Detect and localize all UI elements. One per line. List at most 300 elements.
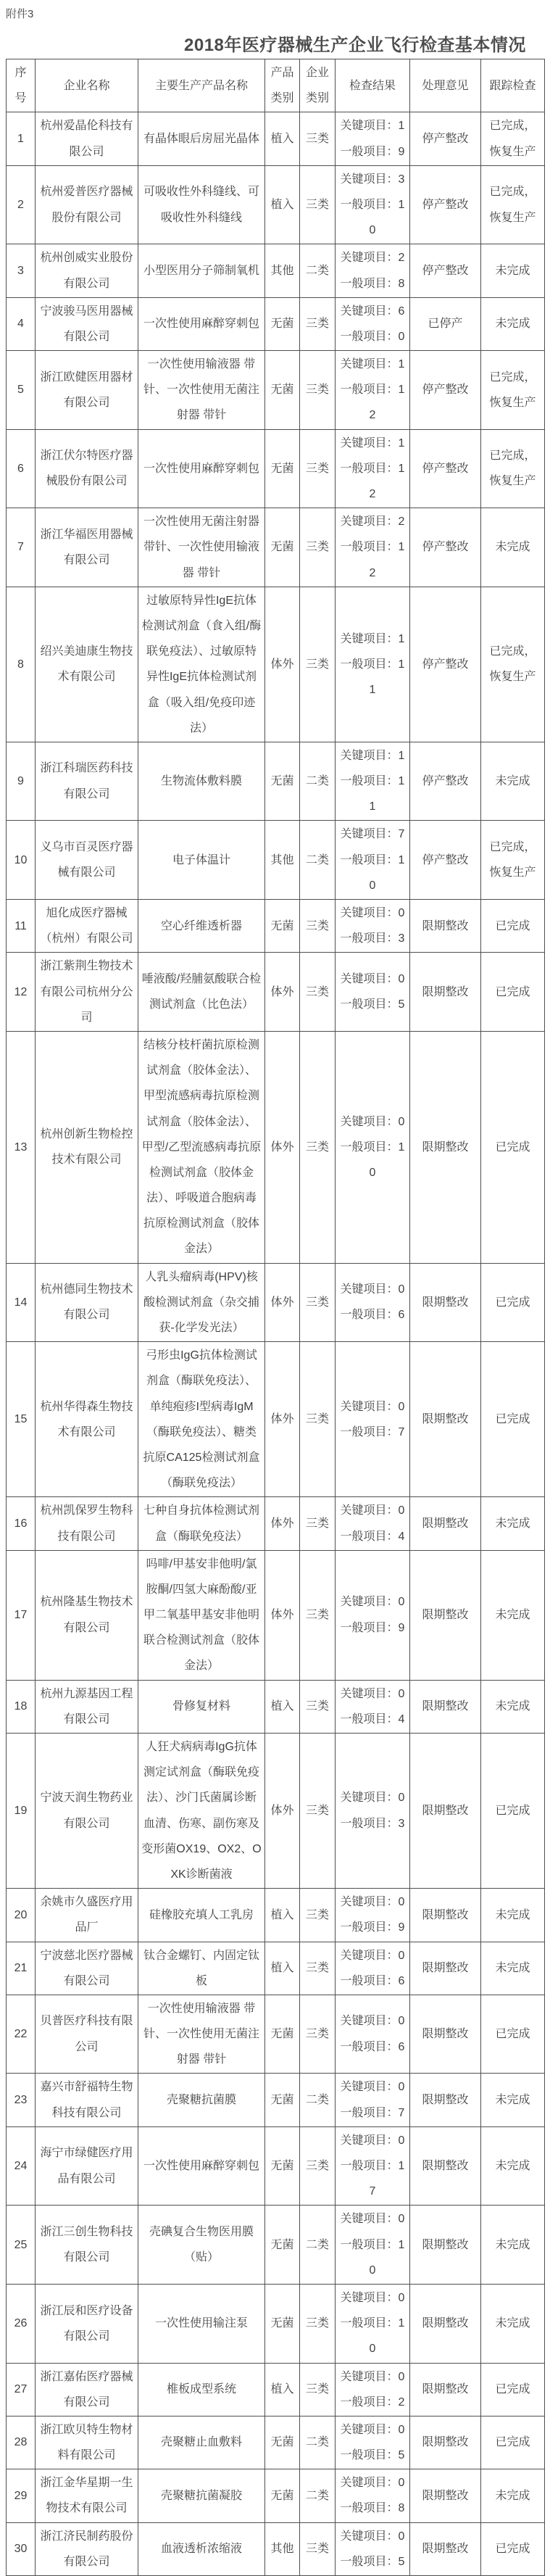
result-key-items: 关键项目：0: [340, 907, 405, 919]
cell-result: [336, 244, 410, 297]
cell-no: 25: [7, 2206, 36, 2285]
cell-opinion: 限期整改: [410, 1889, 481, 1942]
result-general-items: 一般项目：11: [340, 775, 405, 813]
result-general-items: 一般项目：0: [340, 330, 405, 343]
cell-follow-up: 未完成: [481, 2206, 545, 2285]
cell-no: 9: [7, 742, 36, 821]
cell-result: [336, 1680, 410, 1733]
cell-result: [336, 297, 410, 350]
cell-product-category: 体外: [265, 1550, 300, 1680]
result-general-items: 一般项目：12: [340, 541, 405, 579]
cell-result: [336, 1550, 410, 1680]
result-key-items: 关键项目：0: [340, 1115, 405, 1128]
cell-product: 壳聚糖抗菌凝胶: [138, 2469, 265, 2522]
cell-product: 结核分枝杆菌抗原检测试剂盒（胶体金法）、甲型流感病毒抗原检测试剂盒（胶体金法）、甲型/乙型流感病毒抗原检测试剂盒（胶体金法）、呼吸道合胞病毒抗原检测试剂盒（胶体金法）: [138, 1031, 265, 1263]
cell-product: 硅橡胶充填人工乳房: [138, 1889, 265, 1942]
result-key-items: 关键项目：1: [340, 632, 405, 645]
cell-opinion: 停产整改: [410, 587, 481, 742]
header-cell-col-result: 检查结果: [336, 59, 410, 112]
cell-no: 19: [7, 1734, 36, 1889]
cell-opinion: 限期整改: [410, 1734, 481, 1889]
cell-product-category: 无菌: [265, 508, 300, 587]
result-key-items: 关键项目：0: [340, 2213, 405, 2226]
cell-enterprise-category: 三类: [300, 1734, 336, 1889]
table-row: [7, 2469, 545, 2522]
table-row: [7, 2074, 545, 2126]
result-general-items: 一般项目：6: [340, 1309, 405, 1322]
cell-enterprise-category: 三类: [300, 900, 336, 953]
cell-result: [336, 508, 410, 587]
cell-result: [336, 351, 410, 430]
cell-product: 七种自身抗体检测试剂盒（酶联免疫法）: [138, 1497, 265, 1550]
cell-company: 杭州德同生物技术有限公司: [36, 1263, 138, 1342]
header-cell-col-opinion: 处理意见: [410, 59, 481, 112]
cell-follow-up: 已完成: [481, 900, 545, 953]
table-row: [7, 1995, 545, 2074]
cell-product-category: 无菌: [265, 2206, 300, 2285]
cell-product-category: 植入: [265, 2363, 300, 2416]
cell-enterprise-category: 三类: [300, 2284, 336, 2363]
cell-enterprise-category: 三类: [300, 429, 336, 508]
cell-opinion: 限期整改: [410, 1497, 481, 1550]
cell-no: 6: [7, 429, 36, 508]
cell-follow-up: 未完成: [481, 1497, 545, 1550]
cell-result: [336, 1734, 410, 1889]
cell-company: 杭州爱晶伦科技有限公司: [36, 112, 138, 165]
cell-enterprise-category: 二类: [300, 2469, 336, 2522]
result-key-items: 关键项目：0: [340, 2291, 405, 2304]
cell-company: 浙江华福医用器械有限公司: [36, 508, 138, 587]
cell-company: 浙江科瑞医药科技有限公司: [36, 742, 138, 821]
result-key-items: 关键项目：0: [340, 2015, 405, 2028]
result-general-items: 一般项目：9: [340, 145, 405, 158]
cell-enterprise-category: 三类: [300, 508, 336, 587]
cell-opinion: 停产整改: [410, 508, 481, 587]
cell-opinion: 限期整改: [410, 1342, 481, 1497]
cell-product-category: 体外: [265, 587, 300, 742]
table-row: [7, 244, 545, 297]
result-general-items: 一般项目：3: [340, 1817, 405, 1830]
cell-company: 宁波骏马医用器械有限公司: [36, 297, 138, 350]
table-row: [7, 587, 545, 742]
cell-follow-up: 已完成，恢复生产: [481, 821, 545, 900]
cell-company: 浙江欧健医用器材有限公司: [36, 351, 138, 430]
result-general-items: 一般项目：7: [340, 2106, 405, 2119]
cell-enterprise-category: 三类: [300, 587, 336, 742]
cell-result: [336, 165, 410, 244]
result-general-items: 一般项目：4: [340, 1530, 405, 1543]
result-key-items: 关键项目：1: [340, 749, 405, 762]
result-general-items: 一般项目：2: [340, 2395, 405, 2409]
table-body: [7, 112, 545, 2576]
table-row: [7, 953, 545, 1032]
cell-follow-up: 未完成: [481, 244, 545, 297]
cell-product-category: 植入: [265, 1680, 300, 1733]
cell-opinion: 限期整改: [410, 1263, 481, 1342]
attachment-label: 附件3: [6, 8, 34, 20]
table-row: [7, 1031, 545, 1263]
cell-no: 29: [7, 2469, 36, 2522]
table-row: [7, 429, 545, 508]
cell-company: 浙江紫荆生物技术有限公司杭州分公司: [36, 953, 138, 1032]
cell-follow-up: 已完成: [481, 1342, 545, 1497]
cell-product-category: 无菌: [265, 742, 300, 821]
inspection-table: [6, 59, 545, 2576]
cell-opinion: 限期整改: [410, 2206, 481, 2285]
result-key-items: 关键项目：2: [340, 252, 405, 265]
result-key-items: 关键项目：1: [340, 436, 405, 450]
cell-product-category: 无菌: [265, 351, 300, 430]
cell-company: 宁波慈北医疗器械有限公司: [36, 1942, 138, 1995]
result-key-items: 关键项目：0: [340, 2530, 405, 2543]
cell-product: 骨修复材料: [138, 1680, 265, 1733]
cell-no: 20: [7, 1889, 36, 1942]
cell-product-category: 无菌: [265, 297, 300, 350]
cell-enterprise-category: 二类: [300, 821, 336, 900]
result-key-items: 关键项目：0: [340, 2134, 405, 2147]
result-general-items: 一般项目：10: [340, 198, 405, 237]
cell-follow-up: 已完成: [481, 1031, 545, 1263]
cell-product-category: 植入: [265, 112, 300, 165]
result-key-items: 关键项目：7: [340, 828, 405, 841]
result-general-items: 一般项目：6: [340, 2040, 405, 2053]
table-row: [7, 112, 545, 165]
cell-enterprise-category: 三类: [300, 1942, 336, 1995]
cell-opinion: 限期整改: [410, 1031, 481, 1263]
cell-product: 唾液酸/羟脯氨酸联合检测试剂盒（比色法）: [138, 953, 265, 1032]
table-row: [7, 297, 545, 350]
cell-opinion: 停产整改: [410, 429, 481, 508]
cell-no: 26: [7, 2284, 36, 2363]
cell-opinion: 限期整改: [410, 953, 481, 1032]
cell-no: 8: [7, 587, 36, 742]
cell-follow-up: 已完成，恢复生产: [481, 112, 545, 165]
cell-result: [336, 1942, 410, 1995]
cell-enterprise-category: 三类: [300, 953, 336, 1032]
result-general-items: 一般项目：12: [340, 462, 405, 500]
cell-company: 浙江济民制药股份有限公司: [36, 2522, 138, 2575]
cell-result: [336, 1995, 410, 2074]
cell-product: 一次性使用麻醉穿刺包: [138, 2126, 265, 2206]
cell-enterprise-category: 三类: [300, 2522, 336, 2575]
cell-follow-up: 已完成: [481, 953, 545, 1032]
cell-opinion: 限期整改: [410, 2363, 481, 2416]
table-row: [7, 1342, 545, 1497]
result-key-items: 关键项目：1: [340, 120, 405, 133]
cell-enterprise-category: 三类: [300, 1680, 336, 1733]
cell-no: 16: [7, 1497, 36, 1550]
cell-company: 浙江欧贝特生物材料有限公司: [36, 2416, 138, 2469]
cell-company: 宁波天润生物药业有限公司: [36, 1734, 138, 1889]
cell-enterprise-category: 二类: [300, 2206, 336, 2285]
table-header-row: [7, 59, 545, 112]
cell-opinion: 限期整改: [410, 2284, 481, 2363]
cell-follow-up: 未完成: [481, 1550, 545, 1680]
cell-follow-up: 未完成: [481, 2126, 545, 2206]
result-general-items: 一般项目：8: [340, 2502, 405, 2515]
cell-product-category: 无菌: [265, 2074, 300, 2126]
cell-enterprise-category: 三类: [300, 351, 336, 430]
cell-follow-up: 已完成: [481, 1995, 545, 2074]
table-row: [7, 1734, 545, 1889]
cell-follow-up: 已完成，恢复生产: [481, 165, 545, 244]
cell-no: 30: [7, 2522, 36, 2575]
cell-product-category: 体外: [265, 1497, 300, 1550]
cell-product: 空心纤维透析器: [138, 900, 265, 953]
cell-product: 壳聚糖抗菌膜: [138, 2074, 265, 2126]
cell-no: 23: [7, 2074, 36, 2126]
cell-product: 一次性使用麻醉穿刺包: [138, 297, 265, 350]
cell-result: [336, 429, 410, 508]
cell-enterprise-category: 三类: [300, 2363, 336, 2416]
cell-result: [336, 742, 410, 821]
result-key-items: 关键项目：0: [340, 2477, 405, 2490]
result-general-items: 一般项目：5: [340, 998, 405, 1011]
result-general-items: 一般项目：9: [340, 1921, 405, 1934]
cell-result: [336, 2284, 410, 2363]
cell-product-category: 无菌: [265, 900, 300, 953]
result-general-items: 一般项目：17: [340, 2160, 405, 2198]
cell-enterprise-category: 三类: [300, 1889, 336, 1942]
cell-product-category: 体外: [265, 1734, 300, 1889]
cell-result: [336, 112, 410, 165]
cell-product: 一次性使用麻醉穿刺包: [138, 429, 265, 508]
result-key-items: 关键项目：0: [340, 1896, 405, 1909]
header-cell-col-product-category: 产品类别: [265, 59, 300, 112]
table-row: [7, 2206, 545, 2285]
cell-product: 血液透析浓缩液: [138, 2522, 265, 2575]
cell-opinion: 停产整改: [410, 742, 481, 821]
result-general-items: 一般项目：5: [340, 2555, 405, 2568]
cell-company: 杭州爱普医疗器械股份有限公司: [36, 165, 138, 244]
cell-product: 椎板成型系统: [138, 2363, 265, 2416]
page-title: 2018年医疗器械生产企业飞行检查基本情况: [184, 36, 526, 55]
cell-no: 3: [7, 244, 36, 297]
cell-follow-up: 已完成，恢复生产: [481, 587, 545, 742]
cell-follow-up: 已完成，恢复生产: [481, 429, 545, 508]
cell-enterprise-category: 二类: [300, 742, 336, 821]
cell-company: 浙江伏尔特医疗器械股份有限公司: [36, 429, 138, 508]
table-row: [7, 900, 545, 953]
result-general-items: 一般项目：10: [340, 853, 405, 892]
cell-opinion: 限期整改: [410, 1942, 481, 1995]
cell-result: [336, 1031, 410, 1263]
cell-product: 人狂犬病病毒IgG抗体测定试剂盒（酶联免疫法）、沙门氏菌属诊断血清、伤寒、副伤寒及变形菌OX19、OX2、OXK诊断菌液: [138, 1734, 265, 1889]
result-key-items: 关键项目：1: [340, 358, 405, 371]
cell-follow-up: 已完成: [481, 1263, 545, 1342]
cell-enterprise-category: 三类: [300, 1342, 336, 1497]
cell-follow-up: 未完成: [481, 1942, 545, 1995]
cell-enterprise-category: 三类: [300, 1995, 336, 2074]
result-general-items: 一般项目：6: [340, 1974, 405, 1987]
cell-product-category: 无菌: [265, 2284, 300, 2363]
cell-enterprise-category: 三类: [300, 1550, 336, 1680]
table-row: [7, 2522, 545, 2575]
result-key-items: 关键项目：0: [340, 1949, 405, 1962]
cell-product: 钛合金螺钉、内固定钛板: [138, 1942, 265, 1995]
result-general-items: 一般项目：5: [340, 2449, 405, 2462]
cell-product-category: 无菌: [265, 2126, 300, 2206]
cell-product-category: 无菌: [265, 429, 300, 508]
cell-product-category: 其他: [265, 2522, 300, 2575]
cell-opinion: 限期整改: [410, 2074, 481, 2126]
cell-product-category: 植入: [265, 1889, 300, 1942]
cell-enterprise-category: 三类: [300, 2126, 336, 2206]
cell-company: 浙江辰和医疗设备有限公司: [36, 2284, 138, 2363]
cell-opinion: 限期整改: [410, 1680, 481, 1733]
result-general-items: 一般项目：8: [340, 277, 405, 290]
cell-company: 海宁市绿健医疗用品有限公司: [36, 2126, 138, 2206]
cell-product-category: 植入: [265, 165, 300, 244]
cell-no: 10: [7, 821, 36, 900]
table-row: [7, 1263, 545, 1342]
table-row: [7, 2363, 545, 2416]
cell-company: 旭化成医疗器械（杭州）有限公司: [36, 900, 138, 953]
cell-result: [336, 2416, 410, 2469]
cell-result: [336, 2074, 410, 2126]
result-key-items: 关键项目：2: [340, 515, 405, 529]
cell-product-category: 体外: [265, 1263, 300, 1342]
cell-product: 过敏原特异性IgE抗体检测试剂盒（食入组/酶联免疫法）、过敏原特异性IgE抗体检测试剂盒（吸入组/免疫印迹法）: [138, 587, 265, 742]
cell-result: [336, 2206, 410, 2285]
result-key-items: 关键项目：0: [340, 1400, 405, 1413]
cell-product: 弓形虫IgG抗体检测试剂盒（酶联免疫法）、单纯疱疹I型病毒IgM（酶联免疫法）、糖类抗原CA125检测试剂盒（酶联免疫法）: [138, 1342, 265, 1497]
cell-result: [336, 1263, 410, 1342]
result-general-items: 一般项目：7: [340, 1425, 405, 1438]
cell-no: 27: [7, 2363, 36, 2416]
cell-opinion: 限期整改: [410, 2522, 481, 2575]
result-key-items: 关键项目：0: [340, 1504, 405, 1517]
cell-product-category: 植入: [265, 1942, 300, 1995]
cell-product: 可吸收性外科缝线、可吸收性外科缝线: [138, 165, 265, 244]
cell-follow-up: 已完成: [481, 2522, 545, 2575]
cell-product: 有晶体眼后房屈光晶体: [138, 112, 265, 165]
cell-opinion: 停产整改: [410, 112, 481, 165]
header-cell-col-enterprise-category: 企业类别: [300, 59, 336, 112]
cell-no: 7: [7, 508, 36, 587]
result-key-items: 关键项目：6: [340, 305, 405, 318]
cell-opinion: 停产整改: [410, 165, 481, 244]
table-row: [7, 351, 545, 430]
header-cell-col-no: 序号: [7, 59, 36, 112]
cell-product: 小型医用分子筛制氧机: [138, 244, 265, 297]
cell-result: [336, 821, 410, 900]
cell-opinion: 已停产: [410, 297, 481, 350]
cell-product: 一次性使用输注泵: [138, 2284, 265, 2363]
result-general-items: 一般项目：12: [340, 384, 405, 422]
cell-no: 22: [7, 1995, 36, 2074]
cell-follow-up: 未完成: [481, 508, 545, 587]
cell-product-category: 无菌: [265, 1995, 300, 2074]
cell-product: 吗啡/甲基安非他明/氯胺酮/四氢大麻酚酸/亚甲二氧基甲基安非他明联合检测试剂盒（胶体金法）: [138, 1550, 265, 1680]
cell-follow-up: 已完成: [481, 2363, 545, 2416]
cell-opinion: 停产整改: [410, 821, 481, 900]
cell-opinion: 限期整改: [410, 2469, 481, 2522]
cell-follow-up: 未完成: [481, 297, 545, 350]
cell-product-category: 无菌: [265, 2469, 300, 2522]
cell-company: 杭州凯保罗生物科技有限公司: [36, 1497, 138, 1550]
cell-product: 一次性使用输液器 带针、一次性使用无菌注射器 带针: [138, 1995, 265, 2074]
cell-company: 浙江嘉佑医疗器械有限公司: [36, 2363, 138, 2416]
cell-follow-up: 未完成: [481, 2469, 545, 2522]
cell-product: 人乳头瘤病毒(HPV)核酸检测试剂盒（杂交捕获-化学发光法）: [138, 1263, 265, 1342]
result-key-items: 关键项目：0: [340, 1792, 405, 1805]
cell-product-category: 体外: [265, 1342, 300, 1497]
cell-follow-up: 已完成: [481, 1734, 545, 1889]
cell-result: [336, 2363, 410, 2416]
table-row: [7, 2126, 545, 2206]
cell-follow-up: 未完成: [481, 2284, 545, 2363]
cell-product-category: 体外: [265, 1031, 300, 1263]
cell-no: 11: [7, 900, 36, 953]
cell-no: 21: [7, 1942, 36, 1995]
cell-enterprise-category: 三类: [300, 297, 336, 350]
cell-enterprise-category: 三类: [300, 112, 336, 165]
result-key-items: 关键项目：0: [340, 972, 405, 985]
cell-opinion: 停产整改: [410, 244, 481, 297]
cell-no: 4: [7, 297, 36, 350]
result-key-items: 关键项目：0: [340, 2423, 405, 2436]
cell-company: 杭州华得森生物技术有限公司: [36, 1342, 138, 1497]
table-row: [7, 508, 545, 587]
cell-enterprise-category: 二类: [300, 244, 336, 297]
table-row: [7, 742, 545, 821]
cell-company: 贝普医疗科技有限公司: [36, 1995, 138, 2074]
result-key-items: 关键项目：0: [340, 2370, 405, 2383]
cell-company: 杭州创威实业股份有限公司: [36, 244, 138, 297]
table-row: [7, 1889, 545, 1942]
cell-opinion: 限期整改: [410, 900, 481, 953]
result-general-items: 一般项目：10: [340, 2238, 405, 2277]
table-row: [7, 1680, 545, 1733]
result-general-items: 一般项目：10: [340, 1140, 405, 1179]
cell-company: 绍兴美迪康生物技术有限公司: [36, 587, 138, 742]
result-general-items: 一般项目：10: [340, 2317, 405, 2356]
cell-company: 嘉兴市舒福特生物科技有限公司: [36, 2074, 138, 2126]
cell-company: 杭州创新生物检控技术有限公司: [36, 1031, 138, 1263]
cell-no: 18: [7, 1680, 36, 1733]
cell-product: 壳碘复合生物医用膜（贴）: [138, 2206, 265, 2285]
cell-product-category: 其他: [265, 244, 300, 297]
cell-opinion: 限期整改: [410, 1550, 481, 1680]
cell-company: 浙江三创生物科技有限公司: [36, 2206, 138, 2285]
cell-opinion: 限期整改: [410, 2126, 481, 2206]
table-row: [7, 821, 545, 900]
result-general-items: 一般项目：11: [340, 658, 405, 696]
cell-company: 义乌市百灵医疗器械有限公司: [36, 821, 138, 900]
cell-enterprise-category: 三类: [300, 1497, 336, 1550]
cell-product: 生物流体敷料膜: [138, 742, 265, 821]
cell-product: 一次性使用无菌注射器 带针、一次性使用输液器 带针: [138, 508, 265, 587]
cell-company: 余姚市久盛医疗用品厂: [36, 1889, 138, 1942]
cell-enterprise-category: 三类: [300, 1031, 336, 1263]
cell-no: 5: [7, 351, 36, 430]
table-row: [7, 1942, 545, 1995]
cell-product: 一次性使用输液器 带针、一次性使用无菌注射器 带针: [138, 351, 265, 430]
cell-no: 15: [7, 1342, 36, 1497]
table-row: [7, 1550, 545, 1680]
cell-result: [336, 2469, 410, 2522]
cell-enterprise-category: 三类: [300, 1263, 336, 1342]
cell-result: [336, 1497, 410, 1550]
cell-follow-up: 未完成: [481, 742, 545, 821]
cell-result: [336, 1889, 410, 1942]
cell-product: 电子体温计: [138, 821, 265, 900]
result-key-items: 关键项目：0: [340, 2081, 405, 2094]
cell-opinion: 限期整改: [410, 2416, 481, 2469]
cell-no: 14: [7, 1263, 36, 1342]
cell-opinion: 停产整改: [410, 351, 481, 430]
